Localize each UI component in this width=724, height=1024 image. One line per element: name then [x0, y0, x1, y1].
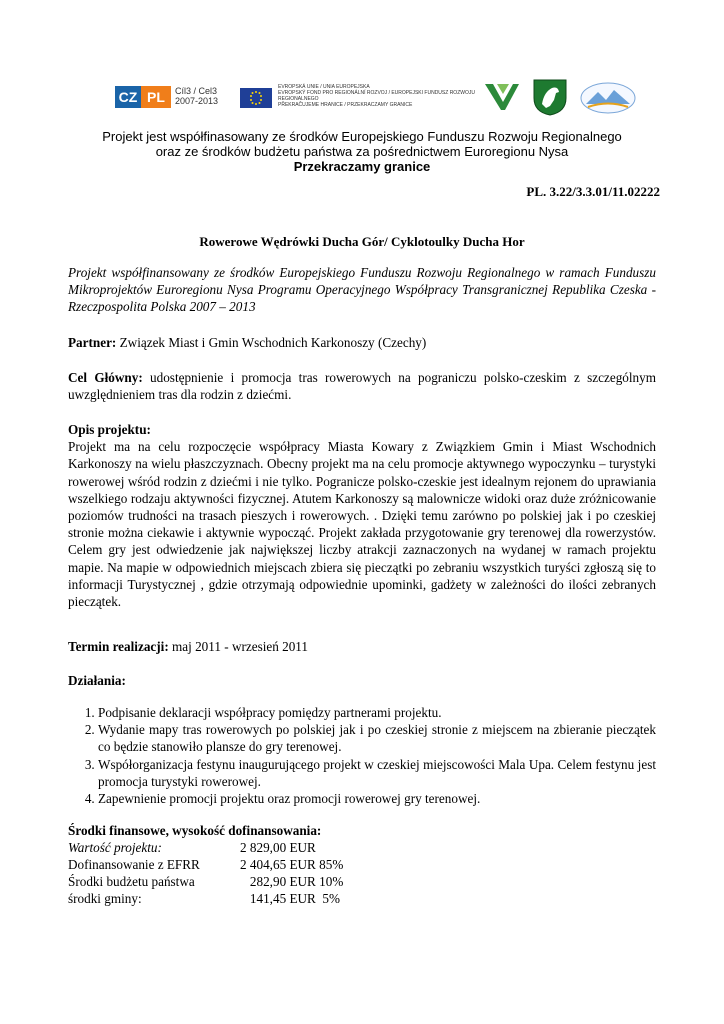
finance-row: [68, 856, 656, 873]
czpl-logo-pl: PL: [141, 86, 171, 108]
finance-row-label: Środki budżetu państwa: [68, 874, 195, 890]
list-item: 1. Podpisanie deklaracji współpracy pomiędzy partnerami projektu.: [98, 704, 656, 721]
header: [0, 129, 724, 174]
finance-row-value: 2 404,65 EUR 85%: [240, 857, 344, 873]
finance-row-label: Dofinansowanie z EFRR: [68, 857, 200, 873]
project-code: PL. 3.22/3.3.01/11.02222: [526, 184, 660, 199]
goal-value: udostępnienie i promocja tras rowerowych na pograniczu polsko-czeskim z szczególnym uwzględnieniem tras dla rodzin z dziećmi.: [68, 370, 656, 403]
eu-text-line2: EVROPSKÝ FOND PRO REGIONÁLNÍ ROZVOJ / EUROPEJSKI FUNDUSZ ROZWOJU REGIONALNEGO: [278, 90, 475, 102]
finance-label: Środki finansowe, wysokość dofinansowania:: [68, 823, 322, 838]
list-item: 3. Współorganizacja festynu inaugurującego projekt w czeskiej miejscowości Mala Upa. Celem festynu jest promocja turystyki rowerowej.: [98, 756, 656, 790]
timeline-value: maj 2011 - wrzesień 2011: [168, 639, 309, 654]
goal-label: Cel Główny:: [68, 370, 143, 385]
cil3-cel3-years: 2007-2013: [175, 96, 219, 106]
finance-row-value: 2 829,00 EUR: [240, 840, 316, 856]
document-title: Rowerowe Wędrówki Ducha Gór/ Cyklotoulky Ducha Hor: [199, 234, 525, 249]
intro-paragraph: Projekt współfinansowany ze środków Europejskiego Funduszu Rozwoju Regionalnego w ramach Funduszu Mikroprojektów Euroregionu Nysa Programu Operacyjnego Współpracy Transgranicznej Republika Czeska -Rzeczpospolita Polska 2007 – 2013: [68, 265, 656, 315]
finance-row: [68, 873, 656, 890]
list-item: 4. Zapewnienie promocji projektu oraz promocji rowerowej gry terenowej.: [98, 790, 656, 807]
activities-label: Działania:: [68, 673, 126, 688]
finance-row-value: 282,90 EUR 10%: [240, 874, 344, 890]
goal-section: [68, 369, 656, 403]
finance-section: [68, 822, 656, 907]
header-line-1: Projekt jest współfinasowany ze środków Europejskiego Funduszu Rozwoju Regionalnego: [102, 129, 622, 144]
timeline-section: [68, 638, 656, 655]
eu-text-line3: PŘEKRAČUJEME HRANICE / PRZEKRACZAMY GRANICE: [278, 102, 413, 108]
coat-of-arms-horse-icon: [532, 78, 568, 116]
description-section: [68, 421, 656, 610]
eu-flag-icon: [240, 88, 272, 108]
finance-row: [68, 890, 656, 907]
eu-fund-text: [278, 84, 478, 108]
partner-label: Partner:: [68, 335, 117, 350]
description-label: Opis projektu:: [68, 422, 151, 437]
czpl-logo-cz: CZ: [115, 86, 141, 108]
cil3-cel3-logo: [175, 86, 218, 106]
list-item: 2. Wydanie mapy tras rowerowych po polskiej jak i po czeskiej stronie z miejscem na zbieranie pieczątek co będzie stanowiło plansze do gry terenowej.: [98, 721, 656, 755]
header-line-2: oraz ze środków budżetu państwa za pośrednictwem Euroregionu Nysa: [155, 144, 569, 159]
timeline-label: Termin realizacji:: [68, 639, 169, 654]
activities-list: [68, 704, 656, 807]
description-text: Projekt ma na celu rozpoczęcie współpracy Miasta Kowary z Związkiem Gmin i Miast Wschodnich Karkonoszy na wielu płaszczyznach. Obecny projekt ma na celu promocje aktywnego wypoczynku – turystyki rowerowej wśród rodzin z dziećmi i nie tylko. Pogranicze polsko-czeskie jest idealnym rejonem do uprawiania wszelkiego rodzaju aktywności fizycznej. Atutem Karkonoszy są malownicze widoki oraz duże zróżnicowanie poziomów trudności na trasach pieszych i rowerowych. . Dzięki temu zarówno po polskiej jak i po czeskiej stronie można ciekawie i aktywnie wypocząć. Projekt zakłada przygotowanie gry terenowej dla rowerzystów. Celem gry jest odwiedzenie jak największej liczby atrakcji zaznaczonych na wydanej w ramach projektu mapie. Na mapie w odpowiednich miejscach zbiera się pieczątki po zebraniu wszystkich turyści zgłoszą się to informacji Turystycznej , gdzie otrzymają odpowiednie upominki, gadżety w zależności do ilości zebranych pieczątek.: [68, 439, 656, 610]
partner-value: Związek Miast i Gmin Wschodnich Karkonoszy (Czechy): [116, 335, 427, 350]
partner-section: [68, 334, 656, 351]
finance-row-label: Wartość projektu:: [68, 840, 162, 856]
karkonosze-logo-icon: [580, 82, 636, 114]
finance-row-value: 141,45 EUR 5%: [240, 891, 341, 907]
euroregion-nysa-logo-icon: [483, 80, 521, 114]
cil3-cel3-label: Cíl3 / Cel3: [175, 86, 218, 96]
header-slogan: Przekraczamy granice: [293, 159, 431, 174]
finance-row: [68, 839, 656, 856]
activities-heading: [68, 672, 656, 689]
logo-bar: [0, 76, 724, 126]
czpl-logo: [115, 86, 171, 108]
finance-row-label: środki gminy:: [68, 891, 142, 907]
eu-text-line1: EVROPSKÁ UNIE / UNIA EUROPEJSKA: [278, 84, 370, 90]
